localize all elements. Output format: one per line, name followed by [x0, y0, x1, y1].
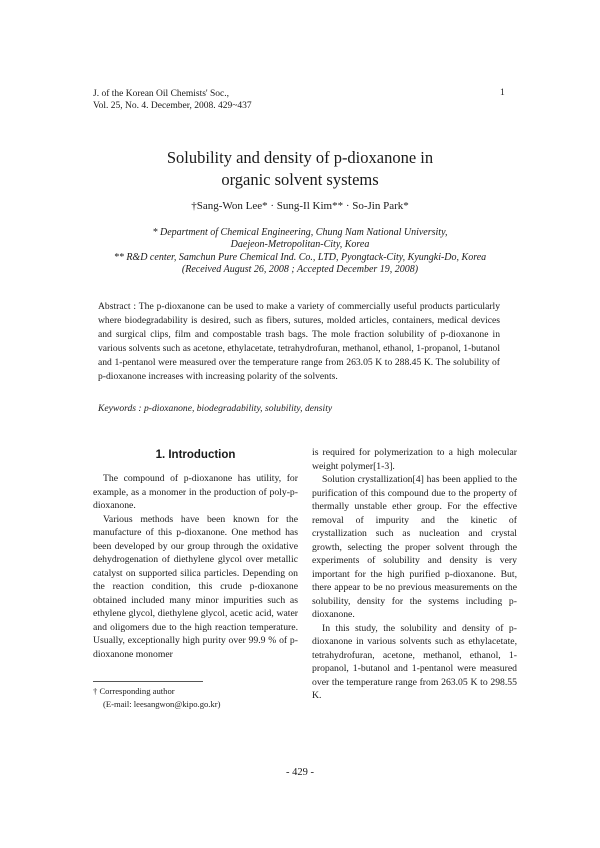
abstract: Abstract : The p-dioxanone can be used to make a variety of commercially useful products particularly where biodegradability is desired, such as fibers, sutures, molded articles, containers, medical devices and surgical clips, film and compostable trash bags. The mole fraction solubility of p-dioxanone in various solvents such as acetone, ethylacetate, tetrahydrofuran, methanol, ethanol, 1-propanol, 1-butanol and 1-pentanol were measured over the temperature range from 263.05 K to 288.45 K. The solubility of p-dioxanone increases with increasing polarity of the solvents.	[98, 301, 500, 382]
footnote	[93, 685, 220, 711]
journal-citation	[93, 88, 252, 112]
affiliation-1: * Department of Chemical Engineering, Chung Nam National University,	[152, 227, 448, 238]
paragraph: In this study, the solubility and density of p-dioxanone in various solvents such as ethylacetate, tetrahydrofuran, acetone, methanol, ethanol, 1-propanol, 1-butanol and 1-pentanol were measured over the temperature range from 263.05 K to 298.55 K.	[312, 622, 517, 701]
footnote-divider	[93, 681, 203, 682]
title-line-1: Solubility and density of p-dioxanone in	[166, 148, 434, 167]
title-line-2: organic solvent systems	[221, 170, 379, 189]
paragraph: Solution crystallization[4] has been applied to the purification of this compound due to the property of thermally unstable ether group. For the effective removal of impurity and the kinetic of crystallization such as nucleation and crystal growth, selecting the proper solvent through the experiments of solubility and density is very important for the high purified p-dioxanone. But, there appear to be no previous measurements on the solubility, density for the systems including p-dioxanone.	[312, 474, 517, 620]
paper-title	[0, 147, 600, 191]
section-heading: 1. Introduction	[155, 449, 236, 461]
page-footer-number: - 429 -	[286, 767, 314, 778]
journal-volume: Vol. 25, No. 4. December, 2008. 429~437	[93, 101, 252, 111]
author-email: (E-mail: leesangwon@kipo.go.kr)	[103, 699, 221, 709]
paragraph: The compound of p-dioxanone has utility, for example, as a monomer in the production of poly-p-dioxanone.	[93, 473, 298, 511]
paragraph: Various methods have been known for the manufacture of this p-dioxanone. One method has been developed by our group through the oxidative dehydrogenation of diethylene glycol over metallic catalyst on supported silica particles. Depending on the reaction condition, this crude p-dioxanone obtained included many minor impurities such as ethylene glycol, diethylene glycol, acetic acid, water and oligomers due to the high reaction temperature. Usually, exceptionally high purity over 99.9 % of p-dioxanone monomer	[93, 513, 298, 660]
affiliation-2: ** R&D center, Samchun Pure Chemical Ind. Co., LTD, Pyongtack-City, Kyungki-Do, Korea	[113, 251, 487, 263]
author-list: †Sang-Won Lee* · Sung-Il Kim** · So-Jin Park*	[191, 200, 409, 212]
left-column	[93, 472, 298, 661]
page-number-top: 1	[500, 88, 505, 98]
corresponding-author: † Corresponding author	[93, 686, 175, 696]
paragraph: is required for polymerization to a high molecular weight polymer[1-3].	[312, 447, 517, 472]
received-dates: (Received August 26, 2008 ; Accepted December 19, 2008)	[181, 264, 419, 276]
affiliations	[0, 227, 600, 277]
right-column	[312, 446, 517, 703]
affiliation-1-city: Daejeon-Metropolitan-City, Korea	[230, 239, 370, 251]
journal-name: J. of the Korean Oil Chemists' Soc.,	[93, 89, 230, 99]
keywords: Keywords : p-dioxanone, biodegradability, solubility, density	[98, 403, 333, 414]
